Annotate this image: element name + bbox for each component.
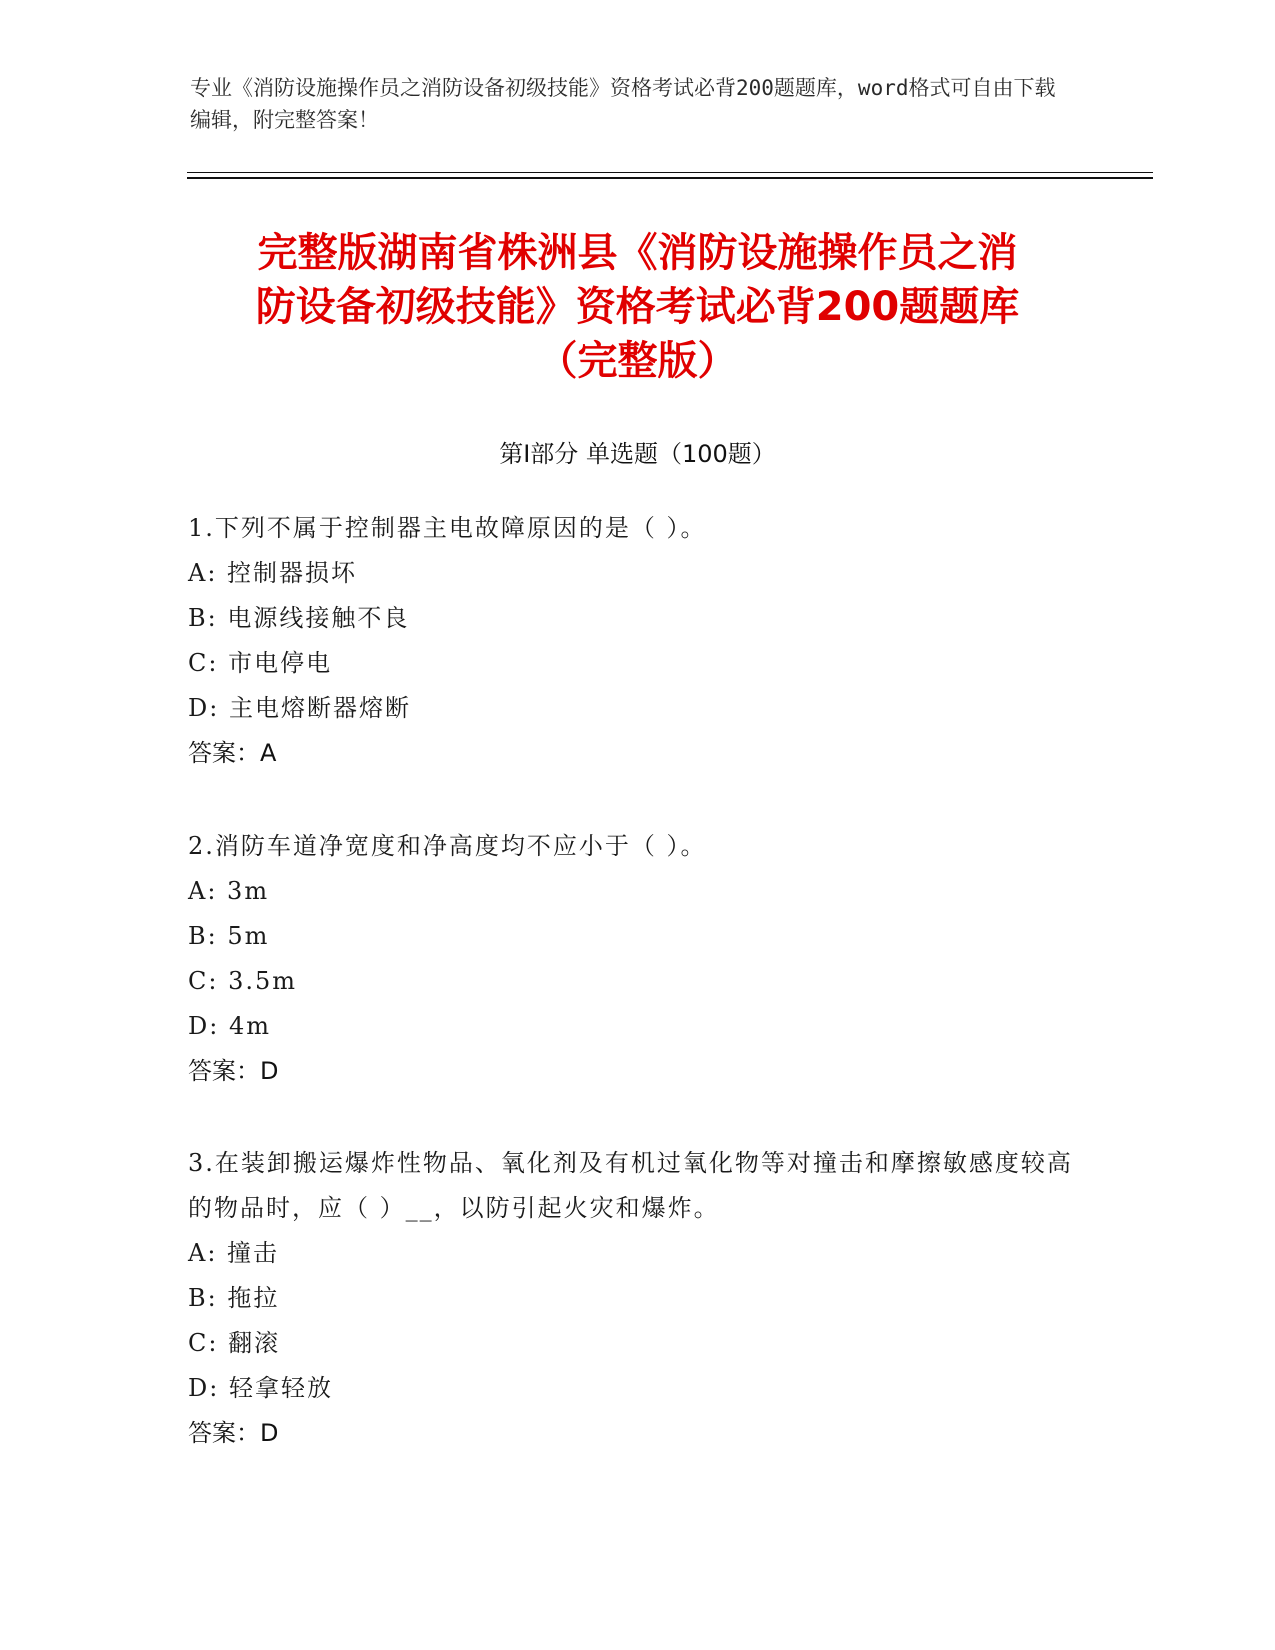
option-b: B: 电源线接触不良 — [188, 604, 410, 632]
title-line-2: 防设备初级技能》资格考试必背200题题库 — [255, 284, 1020, 330]
question-1 — [188, 506, 1088, 776]
answer: 答案：A — [188, 739, 277, 767]
document-title — [150, 226, 1125, 388]
header-rule-thin — [187, 172, 1153, 173]
section-heading: 第Ⅰ部分 单选题（100题） — [499, 440, 776, 468]
answer: 答案：D — [188, 1419, 279, 1447]
question-3 — [188, 1141, 1088, 1456]
header-note: 专业《消防设施操作员之消防设备初级技能》资格考试必背200题题库，word格式可自由下载编辑，附完整答案！ — [190, 76, 1056, 132]
header-rule-thick — [187, 177, 1153, 179]
question-stem: 3.在装卸搬运爆炸性物品、氧化剂及有机过氧化物等对撞击和摩擦敏感度较高的物品时，应（ ）__，以防引起火灾和爆炸。 — [188, 1149, 1073, 1222]
option-d: D: 4m — [188, 1012, 271, 1040]
option-d: D: 轻拿轻放 — [188, 1374, 333, 1402]
question-stem: 1.下列不属于控制器主电故障原因的是（ ）。 — [188, 514, 707, 542]
option-d: D: 主电熔断器熔断 — [188, 694, 411, 722]
title-line-3: （完整版） — [537, 338, 738, 384]
answer: 答案：D — [188, 1057, 279, 1085]
option-c: C: 3.5m — [188, 967, 298, 995]
option-b: B: 拖拉 — [188, 1284, 280, 1312]
option-b: B: 5m — [188, 922, 270, 950]
option-c: C: 市电停电 — [188, 649, 333, 677]
option-a: A: 3m — [188, 877, 270, 905]
option-a: A: 控制器损坏 — [188, 559, 358, 587]
question-2 — [188, 824, 1088, 1094]
title-line-1: 完整版湖南省株洲县《消防设施操作员之消 — [257, 230, 1018, 276]
option-a: A: 撞击 — [188, 1239, 280, 1267]
question-stem: 2.消防车道净宽度和净高度均不应小于（ ）。 — [188, 832, 707, 860]
option-c: C: 翻滚 — [188, 1329, 281, 1357]
